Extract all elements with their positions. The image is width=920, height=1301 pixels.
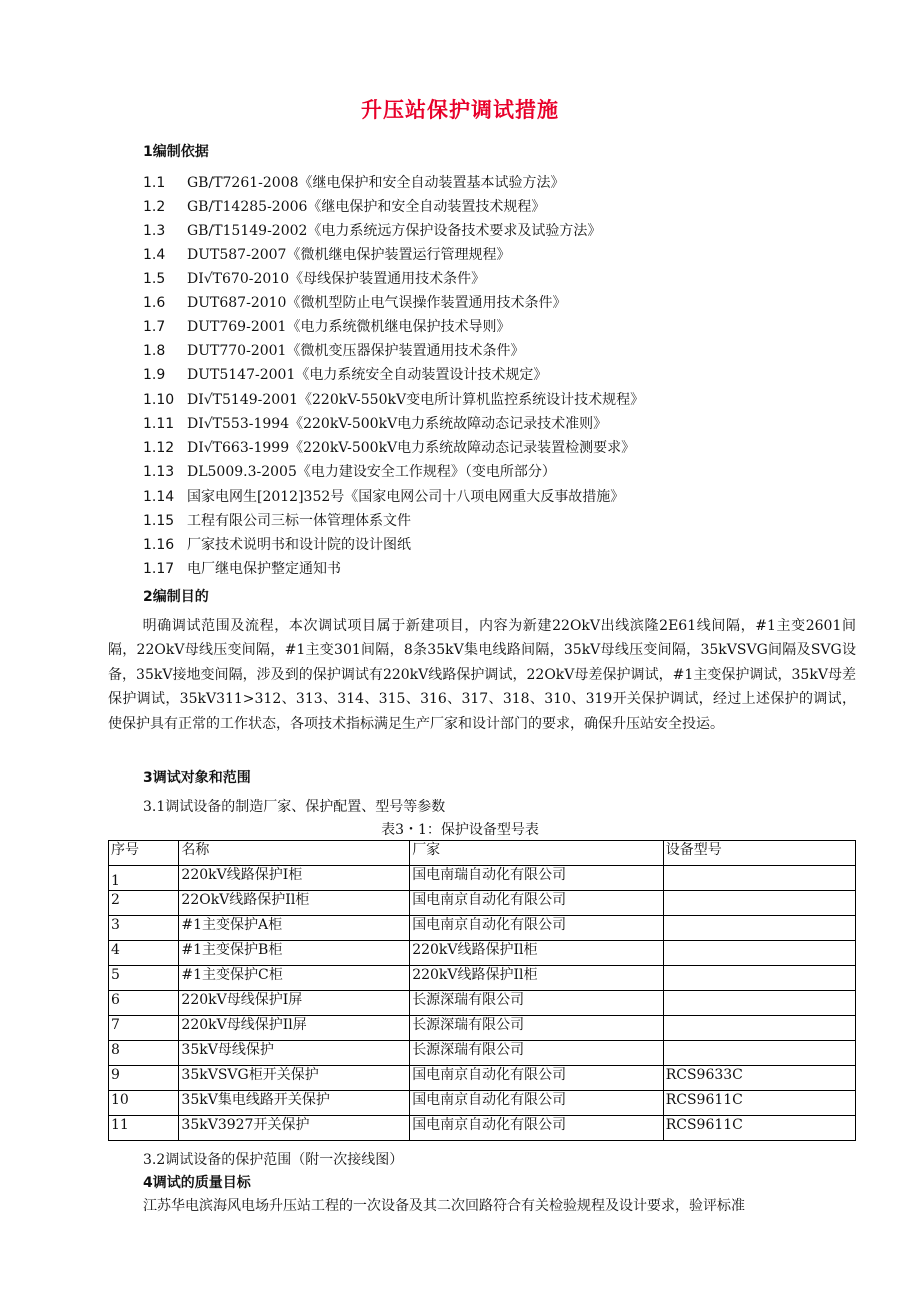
reference-item <box>143 389 644 409</box>
cell-manufacturer: 220kV线路保护Il柜 <box>410 941 664 966</box>
cell-manufacturer: 国电南瑞自动化有限公司 <box>410 866 664 891</box>
cell-name: 220kV线路保护I柜 <box>179 866 410 891</box>
reference-number: 1.5 <box>143 271 166 287</box>
reference-text: DL5009.3-2005《电力建设安全工作规程》（变电所部分） <box>187 464 556 480</box>
device-table <box>108 840 856 1141</box>
reference-item <box>143 196 545 216</box>
reference-number: 1.6 <box>143 295 166 311</box>
reference-text: DI√T553-1994《220kV-500kV电力系统故障动态记录技术准则》 <box>187 416 608 432</box>
cell-seq: 4 <box>109 941 179 966</box>
cell-manufacturer: 国电南京自动化有限公司 <box>410 1116 664 1141</box>
quality-goal-text: 江苏华电滨海风电场升压站工程的一次设备及其二次回路符合有关检验规程及设计要求，验评标准 <box>143 1198 745 1214</box>
reference-text: 厂家技术说明书和设计院的设计图纸 <box>187 537 411 553</box>
reference-item <box>143 220 601 240</box>
reference-item <box>143 510 411 530</box>
cell-manufacturer: 国电南京自动化有限公司 <box>410 1066 664 1091</box>
reference-number: 1.7 <box>143 319 166 335</box>
cell-model: RCS9611C <box>663 1116 855 1141</box>
reference-number: 1.8 <box>143 343 166 359</box>
section-2-heading: 2编制目的 <box>143 589 209 605</box>
cell-manufacturer: 国电南京自动化有限公司 <box>410 916 664 941</box>
reference-text: GB/T15149-2002《电力系统远方保护设备技术要求及试验方法》 <box>187 223 602 239</box>
reference-text: DI√T5149-2001《220kV-550kV变电所计算机监控系统设计技术规程》 <box>187 392 645 408</box>
reference-text: DI√T663-1999《220kV-500kV电力系统故障动态记录装置检测要求》 <box>187 440 636 456</box>
section-1-heading: 1编制依据 <box>143 144 209 160</box>
cell-seq: 1 <box>109 866 179 891</box>
cell-manufacturer: 长源深瑞有限公司 <box>410 1041 664 1066</box>
cell-model <box>663 891 855 916</box>
reference-item <box>143 413 607 433</box>
reference-item <box>143 558 341 578</box>
cell-model <box>663 1041 855 1066</box>
cell-name: #1主变保护C柜 <box>179 966 410 991</box>
table-row <box>109 966 856 991</box>
page-title: 升压站保护调试措施 <box>361 98 559 122</box>
cell-name: 35kVSVG柜开关保护 <box>179 1066 410 1091</box>
table-row <box>109 866 856 891</box>
cell-seq: 5 <box>109 966 179 991</box>
table-row <box>109 891 856 916</box>
cell-manufacturer: 220kV线路保护Il柜 <box>410 966 664 991</box>
reference-item <box>143 316 510 336</box>
reference-item <box>143 244 510 264</box>
reference-number: 1.10 <box>143 392 175 408</box>
column-header: 名称 <box>179 841 410 866</box>
reference-item <box>143 268 485 288</box>
section-4-heading: 4调试的质量目标 <box>143 1175 251 1191</box>
reference-text: 国家电网生[2012]352号《国家电网公司十八项电网重大反事故措施》 <box>187 489 625 505</box>
table-row <box>109 1116 856 1141</box>
table-row <box>109 1066 856 1091</box>
cell-seq: 10 <box>109 1091 179 1116</box>
cell-name: 35kV3927开关保护 <box>179 1116 410 1141</box>
reference-number: 1.14 <box>143 489 175 505</box>
cell-model <box>663 966 855 991</box>
cell-name: #1主变保护A柜 <box>179 916 410 941</box>
cell-name: 35kV集电线路开关保护 <box>179 1091 410 1116</box>
reference-text: DUT687-2010《微机型防止电气误操作装置通用技术条件》 <box>187 295 567 311</box>
reference-number: 1.1 <box>143 175 166 191</box>
cell-manufacturer: 长源深瑞有限公司 <box>410 1016 664 1041</box>
cell-model: RCS9611C <box>663 1091 855 1116</box>
reference-text: GB/T7261-2008《继电保护和安全自动装置基本试验方法》 <box>187 175 565 191</box>
reference-text: DUT769-2001《电力系统微机继电保护技术导则》 <box>187 319 511 335</box>
column-header: 序号 <box>109 841 179 866</box>
cell-seq: 9 <box>109 1066 179 1091</box>
cell-model <box>663 991 855 1016</box>
reference-number: 1.3 <box>143 223 166 239</box>
reference-item <box>143 172 565 192</box>
cell-manufacturer: 长源深瑞有限公司 <box>410 991 664 1016</box>
purpose-text: 明确调试范围及流程，本次调试项目属于新建项目，内容为新建22OkV出线滨隆2E61线间隔，#1主变2601间隔，22OkV母线压变间隔，#1主变301间隔，8条35kV集电线路间隔，35kV母线压变间隔，35kVSVG间隔及SVG设备，35kV接地变间隔，涉及到的保护调试有220kV线路保护调试，22OkV母差保护调试，#1主变保护调试，35kV母差保护调试，35kV311>312、313、314、315、316、317、318、310、319开关保护调试，经过上述保护的调试，使保护具有正常的工作状态，各项技术指标满足生产厂家和设计部门的要求，确保升压站安全投运。 <box>108 618 856 732</box>
cell-model <box>663 916 855 941</box>
reference-item <box>143 461 556 481</box>
table-row <box>109 1041 856 1066</box>
table-caption: 表3・1：保护设备型号表 <box>381 822 539 838</box>
cell-model <box>663 866 855 891</box>
reference-text: 工程有限公司三标一体管理体系文件 <box>187 513 411 529</box>
cell-seq: 8 <box>109 1041 179 1066</box>
cell-model <box>663 1016 855 1041</box>
reference-number: 1.12 <box>143 440 175 456</box>
reference-item <box>143 486 624 506</box>
cell-name: #1主变保护B柜 <box>179 941 410 966</box>
table-row <box>109 916 856 941</box>
reference-number: 1.15 <box>143 513 175 529</box>
reference-number: 1.2 <box>143 199 166 215</box>
cell-name: 35kV母线保护 <box>179 1041 410 1066</box>
cell-seq: 3 <box>109 916 179 941</box>
cell-model: RCS9633C <box>663 1066 855 1091</box>
table-row <box>109 1016 856 1041</box>
purpose-paragraph <box>108 614 856 736</box>
cell-name: 22OkV线路保护Il柜 <box>179 891 410 916</box>
table-row <box>109 941 856 966</box>
reference-text: 电厂继电保护整定通知书 <box>187 561 341 577</box>
reference-number: 1.11 <box>143 416 175 432</box>
reference-item <box>143 292 566 312</box>
table-row <box>109 1091 856 1116</box>
reference-text: DI√T670-2010《母线保护装置通用技术条件》 <box>187 271 486 287</box>
reference-item <box>143 534 411 554</box>
cell-model <box>663 941 855 966</box>
column-header: 厂家 <box>410 841 664 866</box>
cell-name: 220kV母线保护Il屏 <box>179 1016 410 1041</box>
reference-item <box>143 364 547 384</box>
reference-text: DUT5147-2001《电力系统安全自动装置设计技术规定》 <box>187 367 548 383</box>
cell-seq: 2 <box>109 891 179 916</box>
cell-manufacturer: 国电南京自动化有限公司 <box>410 891 664 916</box>
reference-number: 1.4 <box>143 247 166 263</box>
reference-number: 1.17 <box>143 561 175 577</box>
reference-text: GB/T14285-2006《继电保护和安全自动装置技术规程》 <box>187 199 546 215</box>
cell-seq: 7 <box>109 1016 179 1041</box>
reference-text: DUT587-2007《微机继电保护装置运行管理规程》 <box>187 247 511 263</box>
reference-number: 1.13 <box>143 464 175 480</box>
subsection-3-1: 3.1调试设备的制造厂家、保护配置、型号等参数 <box>143 799 446 815</box>
table-row <box>109 991 856 1016</box>
reference-text: DUT770-2001《微机变压器保护装置通用技术条件》 <box>187 343 525 359</box>
column-header: 设备型号 <box>663 841 855 866</box>
reference-item <box>143 340 524 360</box>
table-header-row <box>109 841 856 866</box>
reference-number: 1.9 <box>143 367 166 383</box>
reference-item <box>143 437 635 457</box>
cell-seq: 6 <box>109 991 179 1016</box>
cell-name: 220kV母线保护I屏 <box>179 991 410 1016</box>
cell-manufacturer: 国电南京自动化有限公司 <box>410 1091 664 1116</box>
cell-seq: 11 <box>109 1116 179 1141</box>
subsection-3-2: 3.2调试设备的保护范围（附一次接线图） <box>143 1152 404 1168</box>
section-3-heading: 3调试对象和范围 <box>143 770 251 786</box>
reference-number: 1.16 <box>143 537 175 553</box>
